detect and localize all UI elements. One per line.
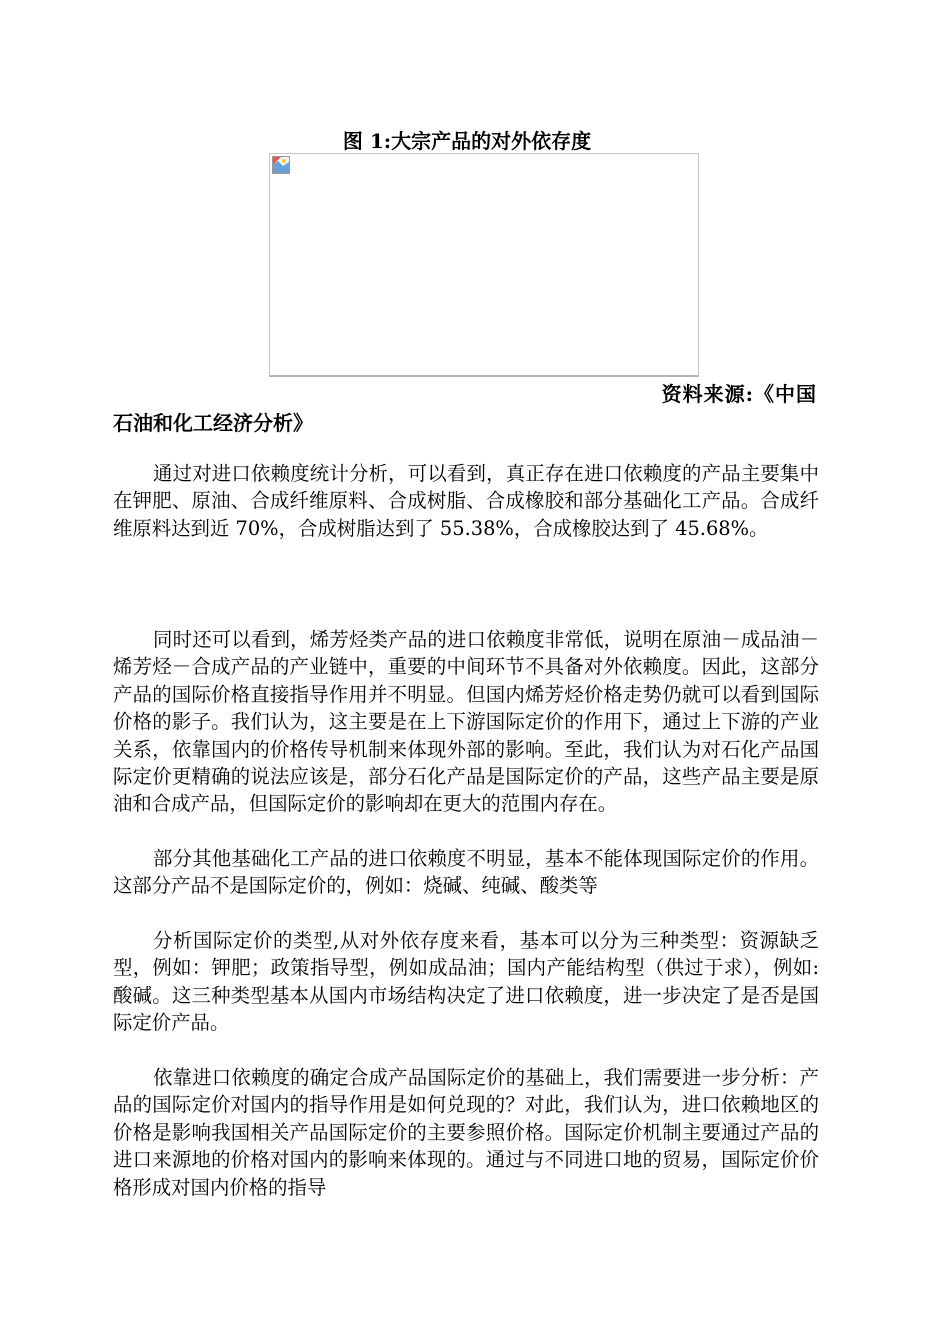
body-paragraph: 通过对进口依赖度统计分析，可以看到，真正存在进口依赖度的产品主要集中在钾肥、原油、合成纤维原料、合成树脂、合成橡胶和部分基础化工产品。合成纤维原料达到近 70%，合成树脂达到了 55.38%，合成橡胶达到了 45.68%。 <box>113 462 819 540</box>
body-paragraph: 依靠进口依赖度的确定合成产品国际定价的基础上，我们需要进一步分析：产品的国际定价对国内的指导作用是如何兑现的？对此，我们认为，进口依赖地区的价格是影响我国相关产品国际定价的主要参照价格。国际定价机制主要通过产品的进口来源地的价格对国内的影响来体现的。通过与不同进口地的贸易，国际定价价格形成对国内价格的指导 <box>113 1066 819 1199</box>
body-paragraph: 分析国际定价的类型,从对外依存度来看，基本可以分为三种类型：资源缺乏型，例如：钾肥；政策指导型，例如成品油；国内产能结构型（供过于求），例如:酸碱。这三种类型基本从国内市场结构决定了进口依赖度，进一步决定了是否是国际定价产品。 <box>113 929 819 1035</box>
body-paragraph: 同时还可以看到，烯芳烃类产品的进口依赖度非常低，说明在原油－成品油－烯芳烃－合成产品的产业链中，重要的中间环节不具备对外依赖度。因此，这部分产品的国际价格直接指导作用并不明显。但国内烯芳烃价格走势仍就可以看到国际价格的影子。我们认为，这主要是在上下游国际定价的作用下，通过上下游的产业关系，依靠国内的价格传导机制来体现外部的影响。至此，我们认为对石化产品国际定价更精确的说法应该是，部分石化产品是国际定价的产品，这些产品主要是原油和合成产品，但国际定价的影响却在更大的范围内存在。 <box>113 628 819 816</box>
source-citation-line1: 资料来源:《中国 <box>661 382 817 406</box>
figure-caption: 图 1:大宗产品的对外依存度 <box>342 129 592 153</box>
figure-image-placeholder <box>269 153 699 377</box>
source-citation-line2: 石油和化工经济分析》 <box>113 411 313 435</box>
body-paragraph: 部分其他基础化工产品的进口依赖度不明显，基本不能体现国际定价的作用。这部分产品不是国际定价的，例如：烧碱、纯碱、酸类等 <box>113 847 819 898</box>
broken-image-icon <box>272 156 290 174</box>
